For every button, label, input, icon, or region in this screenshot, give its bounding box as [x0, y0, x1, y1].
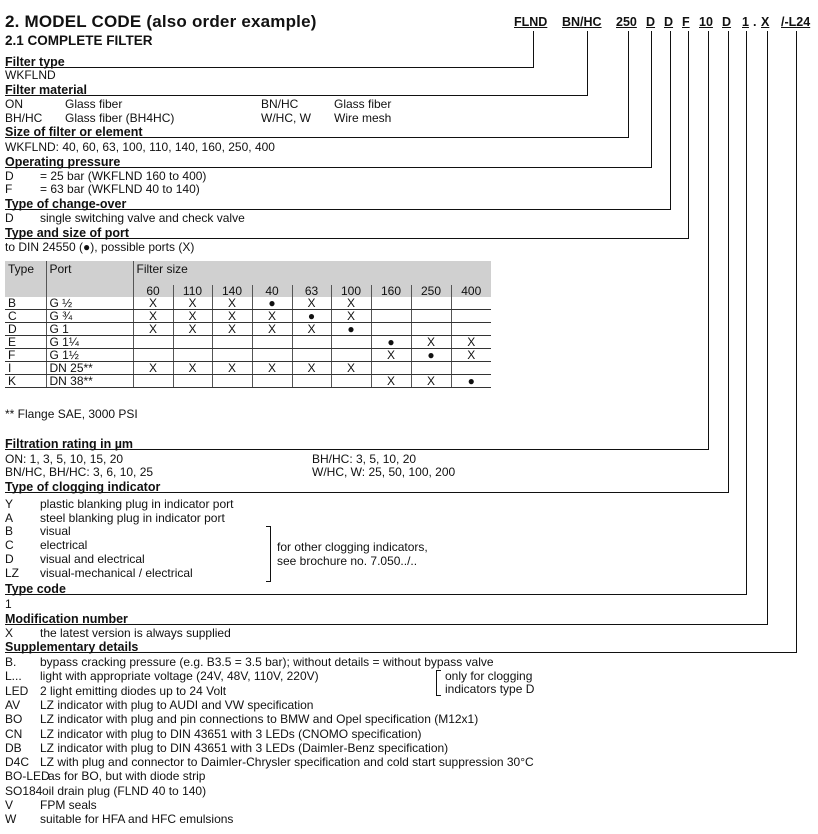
port-cell: ●	[411, 349, 451, 362]
size-header-cell: 63	[292, 285, 331, 297]
filtration-left: BN/HC, BH/HC: 3, 6, 10, 25	[5, 465, 154, 479]
port-name-cell: DN 25**	[46, 362, 133, 375]
table-row	[5, 310, 491, 323]
port-cell: X	[173, 297, 212, 310]
port-cell: ●	[292, 310, 331, 323]
port-cell: ●	[252, 297, 292, 310]
port-cell: X	[451, 349, 491, 362]
table-row	[5, 375, 491, 388]
code-part-port: F	[682, 15, 690, 29]
port-cell	[371, 310, 411, 323]
clogging-code: A	[5, 510, 14, 525]
port-name-cell: G 1¼	[46, 336, 133, 349]
size-label: Size of filter or element	[5, 125, 143, 139]
size-header-cell: 100	[331, 285, 371, 297]
clogging-desc: electrical	[40, 538, 88, 553]
port-cell: X	[173, 362, 212, 375]
port-cell: X	[212, 362, 252, 375]
port-cell: X	[292, 362, 331, 375]
port-table-body	[5, 297, 491, 388]
material-desc: Glass fiber (BH4HC)	[65, 111, 175, 125]
material-code: BH/HC	[5, 111, 43, 125]
supplementary-desc: FPM seals	[40, 798, 97, 812]
port-table	[5, 261, 491, 388]
material-code: BN/HC	[261, 97, 299, 111]
port-type-cell: D	[5, 323, 46, 336]
supplementary-note: only for clogging	[445, 669, 533, 683]
port-cell	[371, 297, 411, 310]
type-code-value: 1	[5, 597, 12, 611]
supplementary-code: W	[5, 812, 17, 827]
port-cell	[292, 336, 331, 349]
supplementary-code: BO-LED	[5, 769, 50, 784]
clogging-code: LZ	[5, 565, 20, 580]
material-code: W/HC, W	[261, 111, 311, 125]
port-type-cell: C	[5, 310, 46, 323]
port-cell	[331, 349, 371, 362]
supplementary-code: SO184	[5, 783, 43, 798]
supplementary-desc: bypass cracking pressure (e.g. B3.5 = 3.5 bar); without details = without bypass valve	[40, 655, 494, 669]
port-cell	[411, 310, 451, 323]
port-cell: X	[292, 323, 331, 336]
port-name-cell: G ¾	[46, 310, 133, 323]
port-cell	[451, 297, 491, 310]
clogging-desc: visual	[40, 524, 71, 539]
port-cell: ●	[451, 375, 491, 388]
port-cell: X	[411, 336, 451, 349]
port-cell: X	[173, 310, 212, 323]
port-cell	[371, 323, 411, 336]
type-code-label: Type code	[5, 582, 66, 596]
port-cell	[331, 375, 371, 388]
code-part-pressure: D	[646, 15, 656, 29]
port-cell: X	[133, 297, 173, 310]
port-cell	[252, 349, 292, 362]
port-cell: ●	[331, 323, 371, 336]
port-cell	[411, 297, 451, 310]
code-part-typecode: 1	[742, 15, 749, 29]
port-cell: X	[173, 323, 212, 336]
supplementary-desc: LZ with plug and connector to Daimler-Chrysler specification and cold start suppression 30°C	[40, 755, 534, 770]
supplementary-desc: LZ indicator with plug to DIN 43651 with 3 LEDs (Daimler-Benz specification)	[40, 740, 449, 755]
filtration-right: BH/HC: 3, 5, 10, 20	[312, 452, 417, 466]
port-cell: X	[212, 297, 252, 310]
supplementary-desc: LZ indicator with plug to DIN 43651 with 3 LEDs (CNOMO specification)	[40, 726, 422, 741]
filtration-left: ON: 1, 3, 5, 10, 15, 20	[5, 452, 124, 466]
port-cell: X	[133, 310, 173, 323]
port-cell	[252, 336, 292, 349]
port-desc: to DIN 24550 (●), possible ports (X)	[5, 240, 195, 254]
port-cell: X	[371, 375, 411, 388]
size-value: WKFLND: 40, 60, 63, 100, 110, 140, 160, 250, 400	[5, 140, 275, 154]
port-type-cell: E	[5, 336, 46, 349]
clogging-desc: visual and electrical	[40, 551, 145, 566]
page-subtitle: 2.1 COMPLETE FILTER	[5, 33, 153, 48]
supplementary-desc: 2 light emitting diodes up to 24 Volt	[40, 683, 227, 698]
clogging-desc: steel blanking plug in indicator port	[40, 510, 225, 525]
code-part-material: BN/HC	[562, 15, 602, 29]
port-cell	[212, 336, 252, 349]
port-cell	[173, 336, 212, 349]
port-cell: X	[371, 349, 411, 362]
port-cell	[451, 362, 491, 375]
modification-label: Modification number	[5, 612, 128, 626]
port-cell: X	[252, 362, 292, 375]
supplementary-code: L...	[5, 669, 22, 684]
supplementary-code: LED	[5, 683, 29, 698]
header-filter-size: Filter size	[133, 261, 491, 285]
clogging-code: D	[5, 551, 14, 566]
port-footnote: ** Flange SAE, 3000 PSI	[5, 407, 138, 421]
port-cell: X	[252, 323, 292, 336]
supplementary-code: D4C	[5, 755, 30, 770]
port-cell: X	[133, 323, 173, 336]
table-row	[5, 362, 491, 375]
size-header-cell: 400	[451, 285, 491, 297]
material-desc: Wire mesh	[334, 111, 392, 125]
code-part-modification: X	[761, 15, 770, 29]
port-type-cell: B	[5, 297, 46, 310]
port-type-cell: I	[5, 362, 46, 375]
port-cell: X	[451, 336, 491, 349]
pressure-desc: = 63 bar (WKFLND 40 to 140)	[40, 182, 200, 196]
size-header-cell: 110	[173, 285, 212, 297]
header-type: Type	[5, 261, 46, 297]
port-name-cell: G ½	[46, 297, 133, 310]
pressure-code: D	[5, 169, 14, 183]
clogging-code: Y	[5, 497, 14, 511]
clogging-code: C	[5, 538, 14, 553]
code-part-filtration: 10	[699, 15, 713, 29]
supplementary-desc: as for BO, but with diode strip	[48, 769, 206, 784]
port-label: Type and size of port	[5, 226, 130, 240]
port-cell: X	[252, 310, 292, 323]
supplementary-bracket	[436, 670, 441, 696]
size-header-cell: 250	[411, 285, 451, 297]
port-cell: ●	[371, 336, 411, 349]
port-cell: X	[133, 362, 173, 375]
supplementary-code: B.	[5, 655, 17, 669]
size-header-cell: 160	[371, 285, 411, 297]
page-title: 2. MODEL CODE (also order example)	[5, 12, 317, 31]
table-row	[5, 336, 491, 349]
clogging-note: for other clogging indicators,	[277, 540, 428, 554]
material-desc: Glass fiber	[334, 97, 392, 111]
port-cell: X	[212, 323, 252, 336]
port-cell	[331, 336, 371, 349]
code-part-changeover: D	[664, 15, 674, 29]
port-name-cell: G 1½	[46, 349, 133, 362]
port-cell	[451, 310, 491, 323]
port-cell	[133, 336, 173, 349]
changeover-code: D	[5, 211, 14, 225]
table-row	[5, 297, 491, 310]
port-cell	[212, 349, 252, 362]
supplementary-label: Supplementary details	[5, 640, 139, 654]
port-cell	[371, 362, 411, 375]
port-cell	[411, 323, 451, 336]
supplementary-code: DB	[5, 740, 22, 755]
port-cell	[292, 375, 331, 388]
port-cell: X	[292, 297, 331, 310]
modification-code: X	[5, 626, 14, 640]
port-name-cell: DN 38**	[46, 375, 133, 388]
filter-type-label: Filter type	[5, 55, 65, 69]
port-cell	[212, 375, 252, 388]
port-cell	[133, 375, 173, 388]
port-cell	[451, 323, 491, 336]
size-header-cell: 60	[133, 285, 173, 297]
header-port: Port	[46, 261, 133, 297]
pressure-label: Operating pressure	[5, 155, 121, 169]
clogging-desc: visual-mechanical / electrical	[40, 565, 193, 580]
modification-desc: the latest version is always supplied	[40, 626, 231, 640]
supplementary-desc: LZ indicator with plug to AUDI and VW specification	[40, 697, 314, 712]
supplementary-desc: suitable for HFA and HFC emulsions	[40, 812, 234, 827]
clogging-code: B	[5, 524, 14, 539]
changeover-desc: single switching valve and check valve	[40, 211, 245, 225]
port-cell	[252, 375, 292, 388]
port-cell	[173, 349, 212, 362]
filtration-right: W/HC, W: 25, 50, 100, 200	[312, 465, 456, 479]
port-cell	[133, 349, 173, 362]
pressure-code: F	[5, 182, 13, 196]
size-header-cell: 40	[252, 285, 292, 297]
supplementary-code: V	[5, 798, 14, 812]
port-cell: X	[411, 375, 451, 388]
clogging-label: Type of clogging indicator	[5, 480, 161, 494]
pressure-desc: = 25 bar (WKFLND 160 to 400)	[40, 169, 207, 183]
port-type-cell: K	[5, 375, 46, 388]
supplementary-desc: oil drain plug (FLND 40 to 140)	[42, 783, 207, 798]
changeover-label: Type of change-over	[5, 197, 127, 211]
port-cell	[411, 362, 451, 375]
clogging-bracket	[266, 526, 271, 582]
material-desc: Glass fiber	[65, 97, 123, 111]
filter-type-value: WKFLND	[5, 68, 56, 82]
material-code: ON	[5, 97, 23, 111]
supplementary-note: indicators type D	[445, 682, 535, 696]
code-part-size: 250	[616, 15, 637, 29]
supplementary-code: AV	[5, 697, 21, 712]
port-cell	[173, 375, 212, 388]
filtration-label: Filtration rating in µm	[5, 437, 134, 451]
port-cell	[292, 349, 331, 362]
supplementary-code: CN	[5, 726, 23, 741]
filter-material-label: Filter material	[5, 83, 87, 97]
code-part-dot: .	[753, 15, 757, 29]
port-cell: X	[331, 362, 371, 375]
code-part-supplementary: /-L24	[781, 15, 811, 29]
port-type-cell: F	[5, 349, 46, 362]
port-cell: X	[331, 310, 371, 323]
clogging-desc: plastic blanking plug in indicator port	[40, 497, 234, 511]
table-row	[5, 349, 491, 362]
port-cell: X	[212, 310, 252, 323]
port-name-cell: G 1	[46, 323, 133, 336]
code-part-flnd: FLND	[514, 15, 548, 29]
port-cell: X	[331, 297, 371, 310]
code-part-clogging: D	[722, 15, 732, 29]
supplementary-desc: light with appropriate voltage (24V, 48V, 110V, 220V)	[40, 669, 319, 684]
size-header-cell: 140	[212, 285, 252, 297]
supplementary-code: BO	[5, 712, 23, 727]
supplementary-desc: LZ indicator with plug and pin connections to BMW and Opel specification (M12x1)	[40, 712, 479, 727]
clogging-note: see brochure no. 7.050../..	[277, 554, 418, 568]
table-row	[5, 323, 491, 336]
